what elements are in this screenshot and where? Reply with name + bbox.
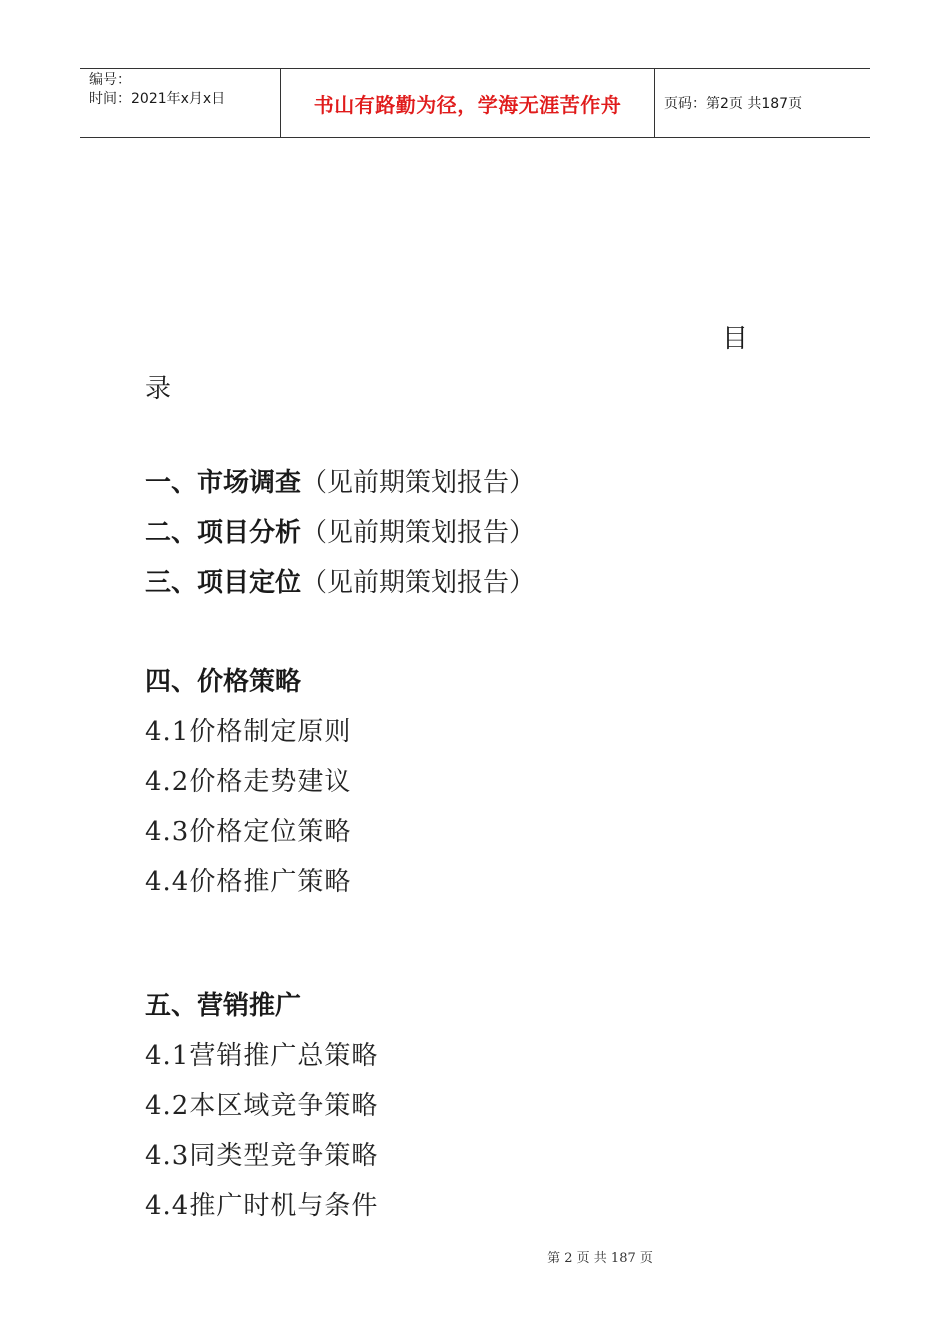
toc-subentry: 4.1价格制定原则	[145, 717, 352, 747]
toc-note: （见前期策划报告）	[301, 468, 536, 498]
toc-subentry: 4.2本区域竞争策略	[145, 1091, 379, 1121]
toc-note: （见前期策划报告）	[301, 518, 536, 548]
toc-note: （见前期策划报告）	[301, 568, 536, 598]
toc-heading: 一、市场调查	[145, 468, 302, 498]
toc-heading-5: 五、营销推广	[145, 991, 302, 1021]
page-header	[80, 68, 870, 138]
toc-heading-4: 四、价格策略	[145, 667, 302, 697]
toc-subentry: 4.4价格推广策略	[145, 867, 352, 897]
toc-subentry: 4.4推广时机与条件	[145, 1191, 379, 1221]
toc-title-part2: 录	[145, 374, 172, 404]
toc-subentry: 4.1营销推广总策略	[145, 1041, 379, 1071]
toc-subentry: 4.3同类型竞争策略	[145, 1141, 379, 1171]
header-motto: 书山有路勤为径，学海无涯苦作舟	[281, 69, 655, 137]
header-meta	[80, 69, 281, 137]
toc-heading: 三、项目定位	[145, 568, 302, 598]
document-number-label: 编号：	[89, 72, 131, 88]
document-time-label: 时间：2021年x月x日	[89, 91, 226, 107]
toc-title-part1: 目	[722, 324, 749, 354]
toc-entry-2	[145, 517, 535, 549]
toc-entry-1	[145, 467, 535, 499]
page-footer: 第 2 页 共 187 页	[547, 1251, 653, 1266]
header-page-label: 页码：第2页 共187页	[664, 96, 803, 112]
toc-entry-3	[145, 567, 535, 599]
toc-subentry: 4.3价格定位策略	[145, 817, 352, 847]
toc-subentry: 4.2价格走势建议	[145, 767, 352, 797]
toc-heading: 二、项目分析	[145, 518, 302, 548]
